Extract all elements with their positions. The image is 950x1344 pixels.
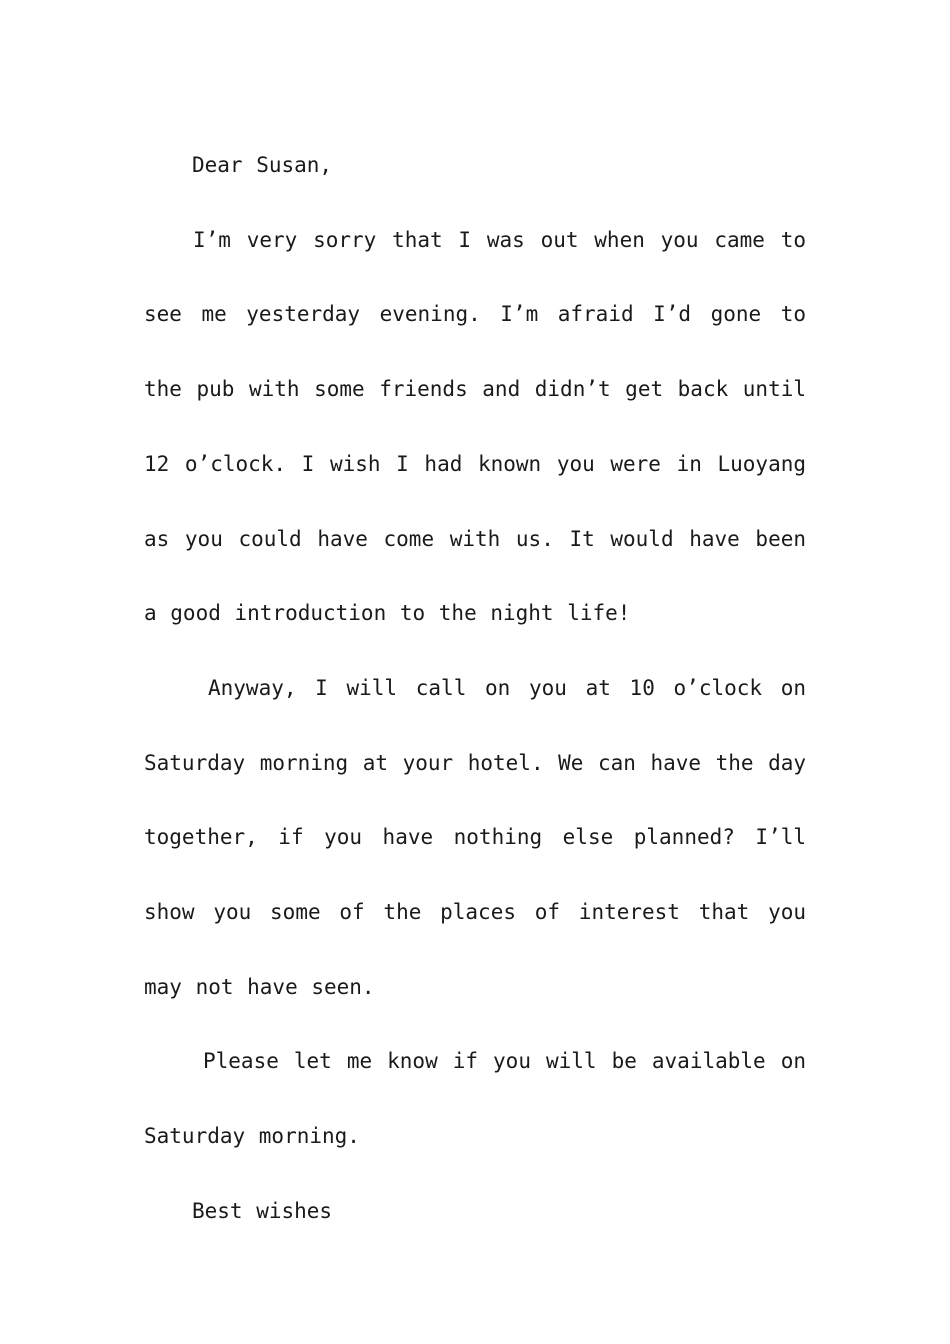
letter-body — [144, 128, 806, 1249]
letter-paragraph-3: Please let me know if you will be available on Saturday morning. — [144, 1049, 806, 1149]
letter-paragraph-1: I’m very sorry that I was out when you came to see me yesterday evening. I’m afraid I’d gone to the pub with some friends and didn’t get back until 12 o’clock. I wish I had known you were in Luoyang as you could have come with us. It would have been a good introduction to the night life! — [144, 227, 806, 626]
letter-closing: Best wishes — [192, 1198, 333, 1223]
letter-paragraph-2: Anyway, I will call on you at 10 o’clock on Saturday morning at your hotel. We can have the day together, if you have nothing else planned? I’ll show you some of the places of interest that you may not have seen. — [144, 675, 806, 999]
letter-greeting: Dear Susan, — [192, 153, 333, 177]
